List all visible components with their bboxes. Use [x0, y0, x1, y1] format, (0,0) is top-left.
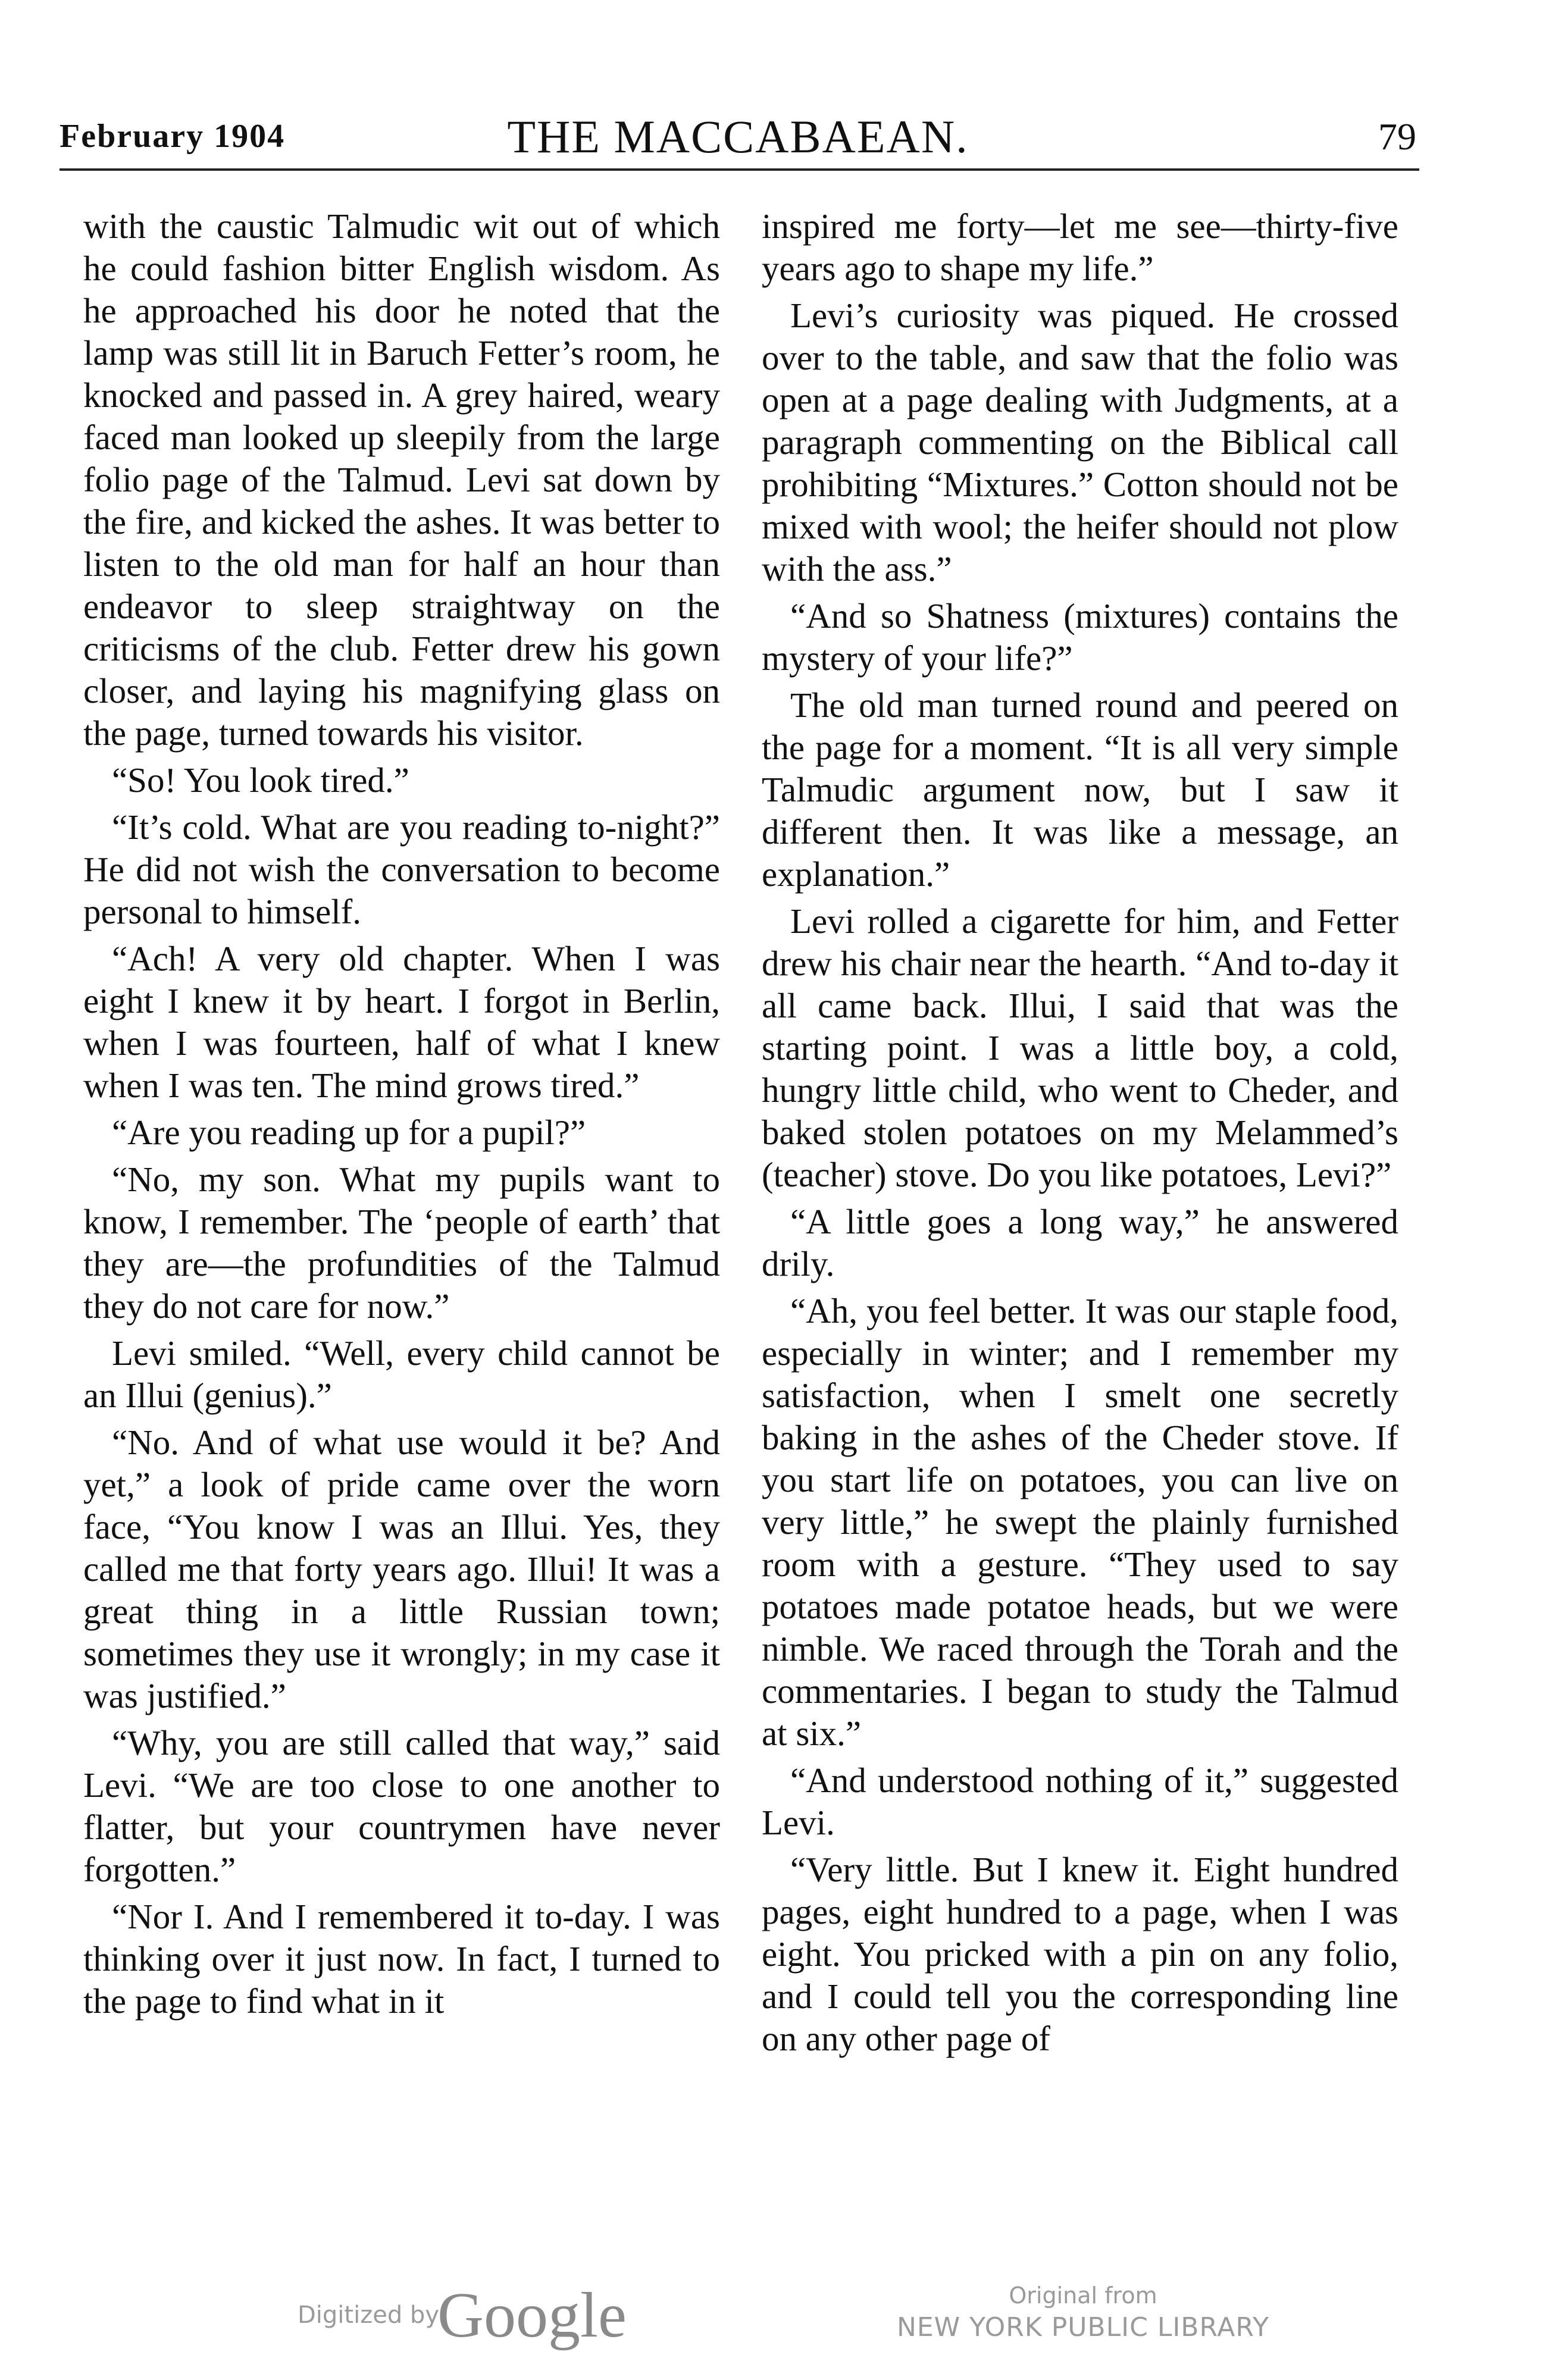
paragraph: “Why, you are still called that way,” said Levi. “We are too close to one another to flatter, but your countrymen have never forgotten.” [83, 1723, 720, 1889]
paragraph: “No. And of what use would it be? And yet,” a look of pride came over the worn face, “You know I was an Illui. Yes, they called me that forty years ago. Illui! It was a great thing in a little Russian town; sometimes they use it wrongly; in my case it was justified.” [83, 1423, 720, 1715]
running-header [60, 110, 1416, 164]
paragraph: “And understood nothing of it,” suggested Levi. [762, 1761, 1398, 1842]
original-from-label: Original from [1009, 2282, 1157, 2309]
header-rule [60, 168, 1419, 171]
paragraph: “Are you reading up for a pupil?” [112, 1113, 586, 1152]
left-column [83, 205, 720, 2027]
digitization-footer [0, 2279, 1549, 2362]
library-name: NEW YORK PUBLIC LIBRARY [896, 2312, 1270, 2343]
paragraph: “It’s cold. What are you reading to-night?” He did not wish the conversation to become personal to himself. [83, 807, 720, 931]
paragraph: “No, my son. What my pupils want to know, I remember. The ‘people of earth’ that they are—the profundities of the Talmud they do not care for now.” [83, 1160, 720, 1326]
right-column [762, 205, 1398, 2065]
paragraph: Levi smiled. “Well, every child cannot be an Illui (genius).” [83, 1333, 720, 1415]
paragraph: with the caustic Talmudic wit out of which he could fashion bitter English wisdom. As he approached his door he noted that the lamp was still lit in Baruch Fetter’s room, he knocked and passed in. A grey haired, weary faced man looked up sleepily from the large folio page of the Talmud. Levi sat down by the fire, and kicked the ashes. It was better to listen to the old man for half an hour than endeavor to sleep straightway on the criticisms of the club. Fetter drew his gown closer, and laying his magnifying glass on the page, turned towards his visitor. [83, 206, 720, 753]
digitized-by-label: Digitized by [298, 2301, 439, 2329]
paragraph: “And so Shatness (mixtures) contains the mystery of your life?” [762, 596, 1398, 678]
paragraph: “Ach! A very old chapter. When I was eight I knew it by heart. I forgot in Berlin, when I was fourteen, half of what I knew when I was ten. The mind grows tired.” [83, 939, 720, 1105]
paragraph: “A little goes a long way,” he answered drily. [762, 1202, 1398, 1283]
paragraph: The old man turned round and peered on the page for a moment. “It is all very simple Talmudic argument now, but I saw it different then. It was like a message, an explanation.” [762, 685, 1398, 894]
paragraph: Levi rolled a cigarette for him, and Fetter drew his chair near the hearth. “And to-day it all came back. Illui, I said that was the starting point. I was a little boy, a cold, hungry little child, who went to Cheder, and baked stolen potatoes on my Melammed’s (teacher) stove. Do you like potatoes, Levi?” [762, 901, 1398, 1194]
paragraph: inspired me forty—let me see—thirty-five years ago to shape my life.” [762, 206, 1398, 288]
paragraph: “So! You look tired.” [112, 760, 409, 800]
issue-date: February 1904 [60, 118, 286, 155]
journal-title: THE MACCABAEAN. [507, 111, 969, 162]
paragraph: “Ah, you feel better. It was our staple food, especially in winter; and I remember my satisfaction, when I smelt one secretly baking in the ashes of the Cheder stove. If you start life on potatoes, you can live on very little,” he swept the plainly furnished room with a gesture. “They used to say potatoes made potatoe heads, but we were nimble. We raced through the Torah and the commentaries. I began to study the Talmud at six.” [762, 1291, 1398, 1753]
paragraph: Levi’s curiosity was piqued. He crossed over to the table, and saw that the folio was open at a page dealing with Judgments, at a paragraph commenting on the Biblical call prohibiting “Mixtures.” Cotton should not be mixed with wool; the heifer should not plow with the ass.” [762, 296, 1398, 588]
google-logo: Google [437, 2280, 627, 2351]
paragraph: “Very little. But I knew it. Eight hundred pages, eight hundred to a page, when I was eight. You pricked with a pin on any folio, and I could tell you the corresponding line on any other page of [762, 1850, 1398, 2058]
page-number: 79 [1378, 115, 1416, 158]
paragraph: “Nor I. And I remembered it to-day. I was thinking over it just now. In fact, I turned to the page to find what in it [83, 1897, 720, 2021]
